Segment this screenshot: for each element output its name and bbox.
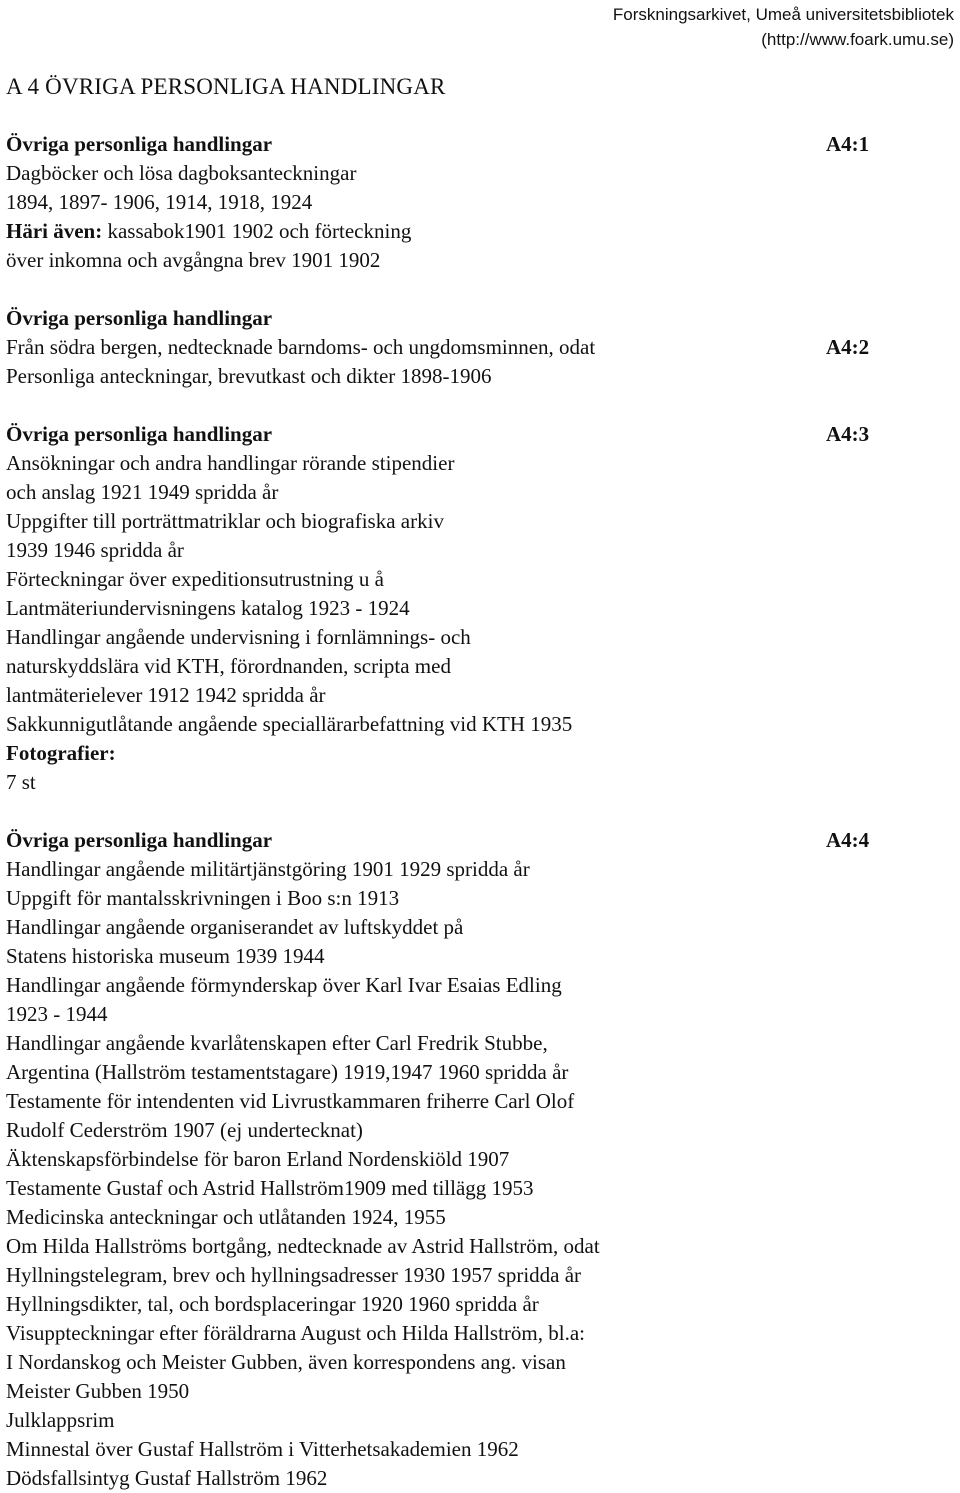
section-line: Sakkunnigutlåtande angående speciallärarbefattning vid KTH 1935 [6,712,573,736]
section-line: 1894, 1897- 1906, 1914, 1918, 1924 [6,190,313,214]
section-line: I Nordanskog och Meister Gubben, även korrespondens ang. visan [6,1350,566,1374]
section-heading: Övriga personliga handlingar [6,828,273,852]
section-line: Hyllningstelegram, brev och hyllningsadresser 1930 1957 spridda år [6,1263,582,1287]
header-institution: Forskningsarkivet, Umeå universitetsbibliotek [612,5,954,24]
section-line: Julklappsrim [6,1408,115,1432]
section-line: Visuppteckningar efter föräldrarna August och Hilda Hallström, bl.a: [6,1321,585,1345]
section-a4-3 [6,420,946,797]
section-heading: Övriga personliga handlingar [6,306,273,330]
section-a4-1 [6,130,946,275]
section-line: Minnestal över Gustaf Hallström i Vitterhetsakademien 1962 [6,1437,519,1461]
section-line: Testamente Gustaf och Astrid Hallström1909 med tillägg 1953 [6,1176,534,1200]
page-header [613,2,954,52]
section-line: Argentina (Hallström testamentstagare) 1919,1947 1960 spridda år [6,1060,569,1084]
section-line: Testamente för intendenten vid Livrustkammaren friherre Carl Olof [6,1089,575,1113]
section-line: Handlingar angående kvarlåtenskapen efter Carl Fredrik Stubbe, [6,1031,548,1055]
section-line: 1923 - 1944 [6,1002,108,1026]
section-line: Medicinska anteckningar och utlåtanden 1924, 1955 [6,1205,446,1229]
section-line: Statens historiska museum 1939 1944 [6,944,325,968]
hari-text: kassabok1901 1902 och förteckning [107,219,412,243]
section-line: Från södra bergen, nedtecknade barndoms- och ungdomsminnen, odat [6,335,596,359]
section-heading: Övriga personliga handlingar [6,422,273,446]
section-line: Uppgifter till porträttmatriklar och biografiska arkiv [6,509,444,533]
photographs-count: 7 st [6,770,36,794]
section-line: naturskyddslära vid KTH, förordnanden, scripta med [6,654,451,678]
section-a4-2 [6,304,946,391]
section-line: 1939 1946 spridda år [6,538,184,562]
page-title: A 4 ÖVRIGA PERSONLIGA HANDLINGAR [6,74,446,99]
section-line: Äktenskapsförbindelse för baron Erland Nordenskiöld 1907 [6,1147,510,1171]
section-line: Ansökningar och andra handlingar rörande stipendier [6,451,455,475]
section-line: Lantmäteriundervisningens katalog 1923 - 1924 [6,596,410,620]
photographs-label: Fotografier: [6,741,116,765]
section-code: A4:2 [826,335,870,359]
section-line [6,217,946,246]
section-a4-4 [6,826,946,1493]
section-line: Dödsfallsintyg Gustaf Hallström 1962 [6,1466,328,1490]
section-line: Meister Gubben 1950 [6,1379,190,1403]
section-line: Förteckningar över expeditionsutrustning u å [6,567,384,591]
section-line: Rudolf Cederström 1907 (ej undertecknat) [6,1118,363,1142]
section-code: A4:1 [826,132,870,156]
section-line: Hyllningsdikter, tal, och bordsplaceringar 1920 1960 spridda år [6,1292,539,1316]
section-line: över inkomna och avgångna brev 1901 1902 [6,248,381,272]
section-line: Uppgift för mantalsskrivningen i Boo s:n 1913 [6,886,400,910]
header-url: (http://www.foark.umu.se) [761,30,954,49]
section-line: Dagböcker och lösa dagboksanteckningar [6,161,357,185]
section-code: A4:3 [826,422,870,446]
section-line: och anslag 1921 1949 spridda år [6,480,279,504]
section-line: Handlingar angående förmynderskap över Karl Ivar Esaias Edling [6,973,562,997]
section-line: Handlingar angående militärtjänstgöring 1901 1929 spridda år [6,857,530,881]
section-line: lantmäterielever 1912 1942 spridda år [6,683,326,707]
section-heading: Övriga personliga handlingar [6,132,273,156]
section-line: Handlingar angående undervisning i fornlämnings- och [6,625,471,649]
section-code: A4:4 [826,828,870,852]
section-line: Handlingar angående organiserandet av luftskyddet på [6,915,464,939]
hari-label: Häri även: [6,219,103,243]
section-line: Personliga anteckningar, brevutkast och dikter 1898-1906 [6,364,492,388]
section-line: Om Hilda Hallströms bortgång, nedtecknade av Astrid Hallström, odat [6,1234,600,1258]
